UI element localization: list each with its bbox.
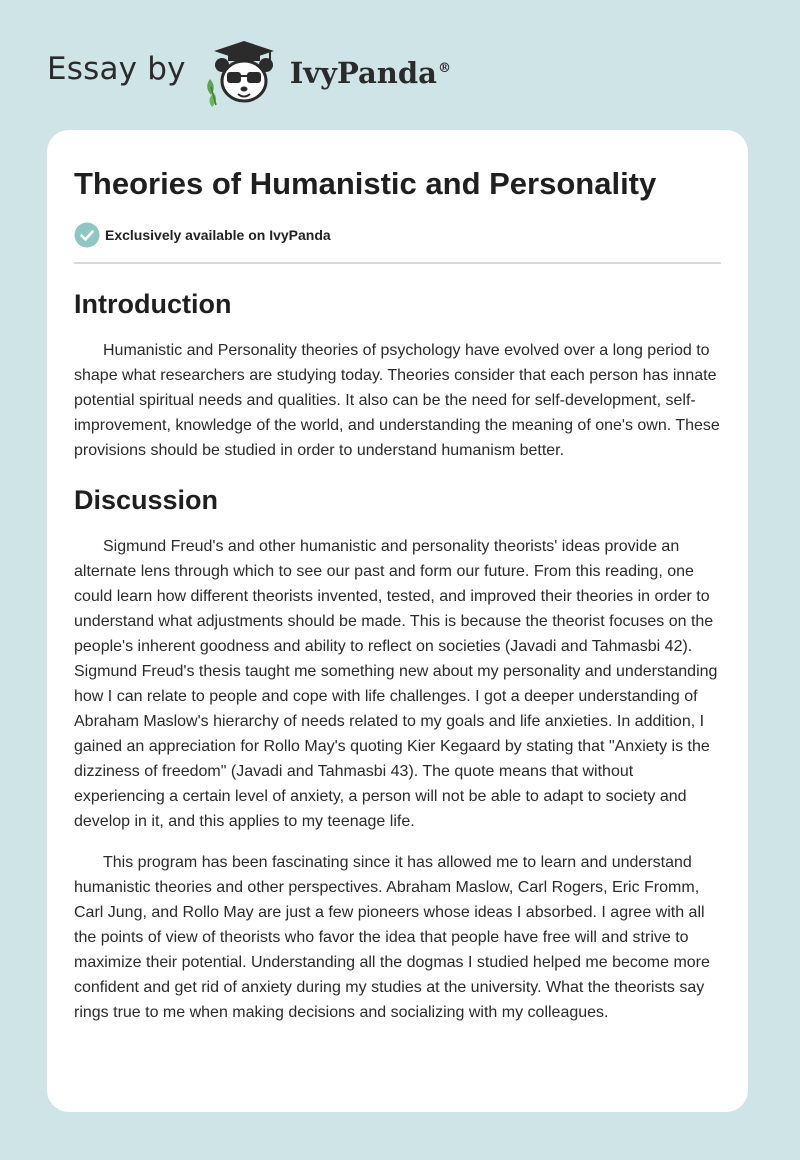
title-divider [74,262,721,264]
exclusive-badge [74,221,721,249]
site-header [47,36,451,108]
ivypanda-panda-logo-icon[interactable] [202,37,282,107]
paragraph: Sigmund Freud's and other humanistic and personality theorists' ideas provide an alternate lens through which to see our past and form our future. From this reading, one could learn how different theorists invented, tested, and improved their theories in order to understand what adjustments should be made. This is because the theorist focuses on the people's inherent goodness and ability to reflect on societies (Javadi and Tahmasbi 42). Sigmund Freud's thesis taught me something new about my personality and understanding how I can relate to people and cope with life challenges. I got a deeper understanding of Abraham Maslow's hierarchy of needs related to my goals and life anxieties. In addition, I gained an appreciation for Rollo May's quoting Kier Kegaard by stating that "Anxiety is the dizziness of freedom" (Javadi and Tahmasbi 43). The quote means that without experiencing a certain level of anxiety, a person will not be able to adapt to society and develop in it, and this applies to my teenage life. [74,538,718,830]
section-heading-discussion: Discussion [74,485,219,515]
registered-mark: ® [437,61,451,77]
page-title: Theories of Humanistic and Personality [74,166,657,201]
brand-name[interactable] [290,56,451,90]
paragraph: This program has been fascinating since it has allowed me to learn and understand humanistic theories and other perspectives. Abraham Maslow, Carl Rogers, Eric Fromm, Carl Jung, and Rollo May are just a few pioneers whose ideas I absorbed. I agree with all the points of view of theorists who favor the idea that people have free will and strive to maximize their potential. Understanding all the dogmas I studied helped me become more confident and get rid of anxiety during my studies at the university. What the theorists say rings true to me when making decisions and socializing with my colleagues. [74,854,710,1021]
essay-by-label: Essay by [47,51,186,87]
essay-card [47,130,748,1112]
section-heading-introduction: Introduction [74,289,232,319]
exclusive-badge-text: Exclusively available on IvyPanda [105,227,331,243]
check-circle-icon [74,222,100,248]
brand-name-text: IvyPanda [289,56,437,90]
paragraph: Humanistic and Personality theories of psychology have evolved over a long period to shape what researchers are studying today. Theories consider that each person has innate potential spiritual needs and qualities. It also can be the need for self-development, self-improvement, knowledge of the world, and understanding the meaning of one's own. These provisions should be studied in order to understand humanism better. [74,342,720,459]
